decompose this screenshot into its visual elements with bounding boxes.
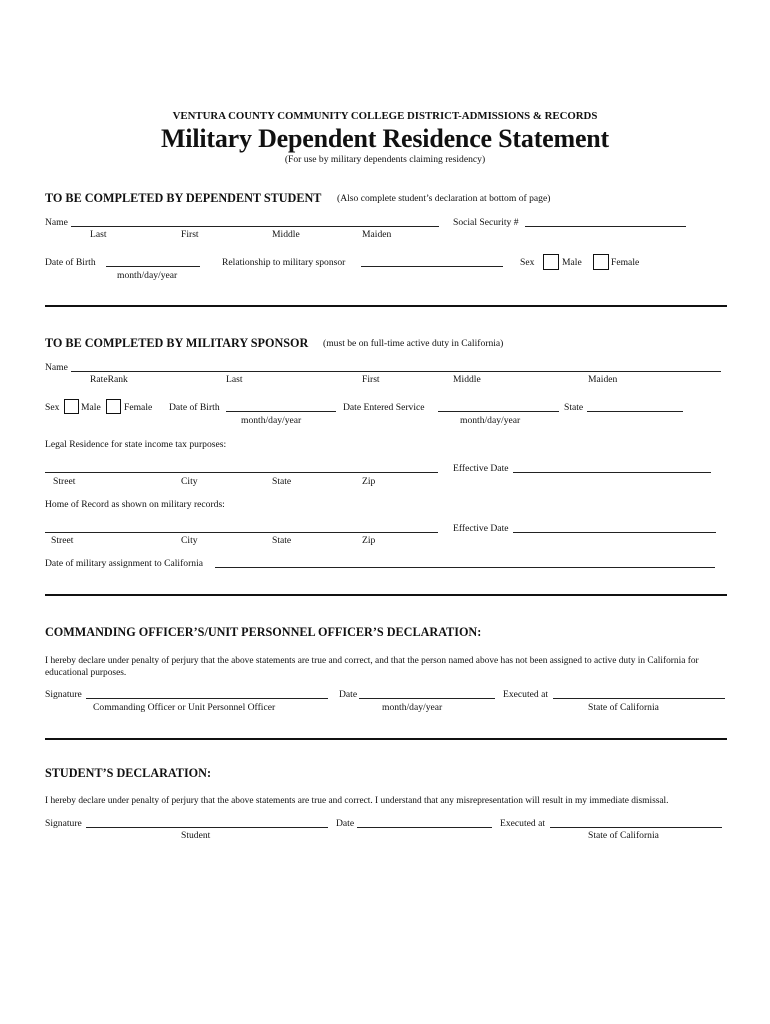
officer-signature-field[interactable] [86,698,328,699]
student-declaration-text: I hereby declare under penalty of perjury that the above statements are true and correct. I understand that any misrepresentation will result in my immediate dismissal. [45,796,669,806]
sponsor-section-heading: TO BE COMPLETED BY MILITARY SPONSOR [45,336,309,350]
relationship-field[interactable] [361,266,503,267]
address2-sublabel-state: State [272,535,292,546]
section-divider [45,594,727,596]
home-of-record-field[interactable] [45,532,438,533]
officer-signature-sublabel: Commanding Officer or Unit Personnel Officer [93,702,276,713]
address2-sublabel-zip: Zip [362,535,376,546]
officer-date-sublabel: month/day/year [382,702,443,713]
section-divider [45,305,727,307]
student-name-sublabel-last: Last [90,229,107,240]
student-male-checkbox[interactable] [543,254,559,270]
address-sublabel-state: State [272,476,292,487]
officer-executed-sublabel: State of California [588,702,659,713]
sponsor-state-label: State [564,402,584,413]
address2-sublabel-street: Street [51,535,74,546]
relationship-label: Relationship to military sponsor [222,257,346,268]
address-sublabel-zip: Zip [362,476,376,487]
sponsor-male-label: Male [81,402,101,413]
student-male-label: Male [562,257,582,268]
student-executed-sublabel: State of California [588,830,659,841]
sponsor-female-label: Female [124,402,153,413]
effective-date-field[interactable] [513,472,711,473]
student-name-label: Name [45,217,68,228]
sponsor-name-field[interactable] [71,371,721,372]
ssn-label: Social Security # [453,217,519,228]
student-declaration-heading: STUDENT’S DECLARATION: [45,766,212,780]
sponsor-dob-field[interactable] [226,411,336,412]
sponsor-name-sublabel-maiden: Maiden [588,374,618,385]
student-name-sublabel-first: First [181,229,199,240]
officer-declaration-text: I hereby declare under penalty of perjury that the above statements are true and correct, and that the person named above has not been assigned to active duty in California for educational purposes. [45,656,699,678]
officer-executed-label: Executed at [503,689,549,700]
home-of-record-label: Home of Record as shown on military records: [45,499,225,510]
student-female-checkbox[interactable] [593,254,609,270]
form-title: Military Dependent Residence Statement [160,124,610,153]
institution-header: VENTURA COUNTY COMMUNITY COLLEGE DISTRICT-ADMISSIONS & RECORDS [172,110,598,122]
sponsor-dob-label: Date of Birth [169,402,220,413]
student-signature-label: Signature [45,818,82,829]
officer-date-field[interactable] [359,698,495,699]
student-female-label: Female [611,257,640,268]
date-entered-field[interactable] [438,411,559,412]
assignment-date-field[interactable] [215,567,715,568]
student-date-field[interactable] [357,827,492,828]
address-sublabel-street: Street [53,476,76,487]
student-name-sublabel-maiden: Maiden [362,229,392,240]
address2-sublabel-city: City [181,535,198,546]
sponsor-state-field[interactable] [587,411,683,412]
sponsor-name-sublabel-first: First [362,374,380,385]
officer-signature-label: Signature [45,689,82,700]
student-signature-field[interactable] [86,827,328,828]
legal-residence-field[interactable] [45,472,438,473]
student-executed-field[interactable] [550,827,722,828]
student-dob-field[interactable] [106,266,200,267]
officer-section-heading: COMMANDING OFFICER’S/UNIT PERSONNEL OFFICER’S DECLARATION: [45,625,482,639]
sponsor-male-checkbox[interactable] [64,399,79,414]
sponsor-female-checkbox[interactable] [106,399,121,414]
ssn-field[interactable] [525,226,686,227]
student-name-field[interactable] [71,226,439,227]
student-signature-sublabel: Student [181,830,211,841]
student-dob-label: Date of Birth [45,257,96,268]
sponsor-dob-sublabel: month/day/year [241,415,302,426]
effective-date2-label: Effective Date [453,523,509,534]
student-sex-label: Sex [520,257,535,268]
effective-date2-field[interactable] [513,532,716,533]
student-name-sublabel-middle: Middle [272,229,300,240]
effective-date-label: Effective Date [453,463,509,474]
officer-executed-field[interactable] [553,698,725,699]
sponsor-name-sublabel-raterank: RateRank [90,374,128,385]
sponsor-sex-label: Sex [45,402,60,413]
officer-date-label: Date [339,689,358,700]
student-section-heading: TO BE COMPLETED BY DEPENDENT STUDENT [45,191,322,205]
assignment-date-label: Date of military assignment to California [45,558,203,569]
sponsor-name-label: Name [45,362,68,373]
section-divider [45,738,727,740]
sponsor-section-note: (must be on full-time active duty in California) [323,338,504,349]
sponsor-name-sublabel-middle: Middle [453,374,481,385]
student-section-note: (Also complete student’s declaration at bottom of page) [337,193,551,204]
student-dob-sublabel: month/day/year [117,270,178,281]
address-sublabel-city: City [181,476,198,487]
date-entered-sublabel: month/day/year [460,415,521,426]
legal-residence-label: Legal Residence for state income tax purposes: [45,439,227,450]
sponsor-name-sublabel-last: Last [226,374,243,385]
student-executed-label: Executed at [500,818,546,829]
form-subtitle: (For use by military dependents claiming residency) [284,154,486,165]
date-entered-label: Date Entered Service [343,402,425,413]
student-date-label: Date [336,818,355,829]
